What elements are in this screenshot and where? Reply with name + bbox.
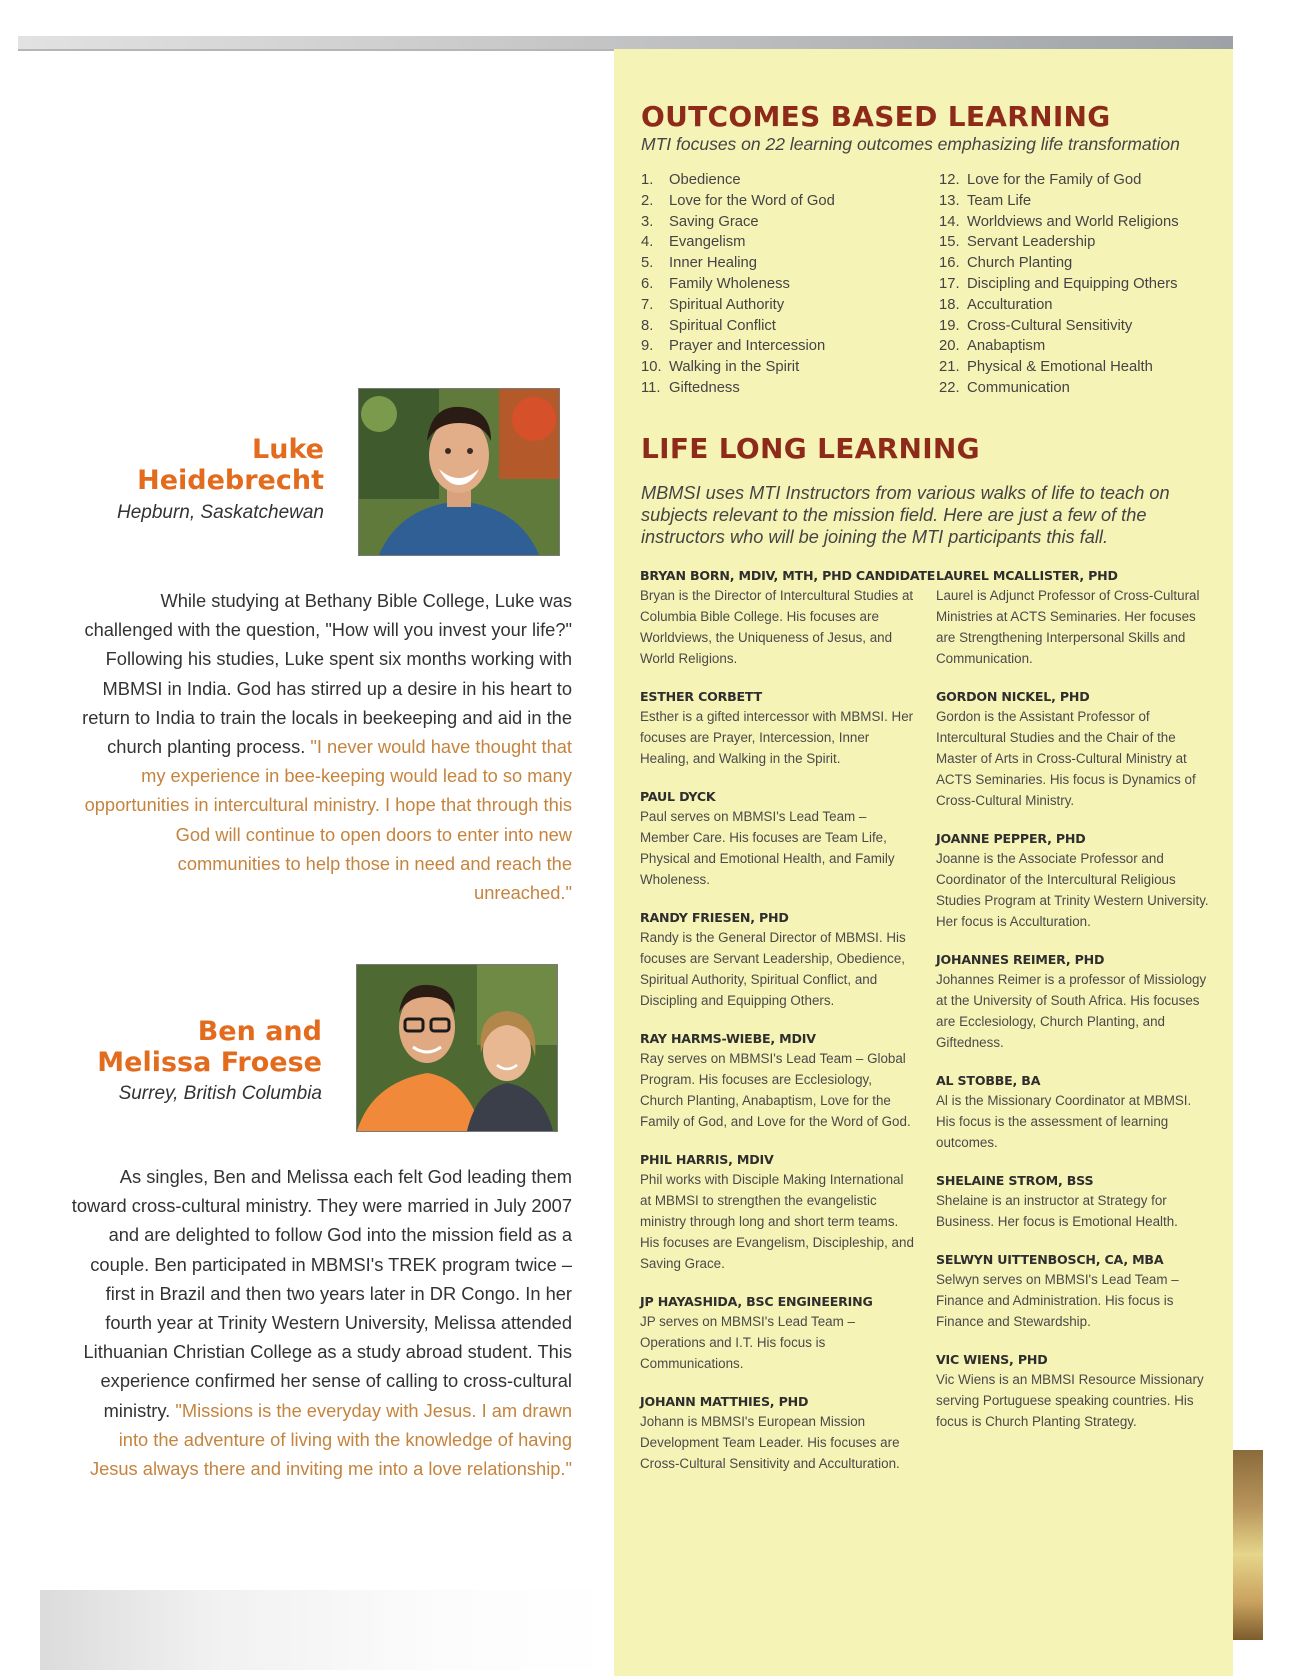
luke-photo — [358, 388, 560, 556]
outcome-item — [939, 191, 1179, 212]
outcome-label: Servant Leadership — [967, 234, 1096, 251]
outcome-item — [641, 357, 835, 378]
outcome-label: Physical & Emotional Health — [967, 359, 1153, 376]
instructor-name: LAUREL MCALLISTER, PHD — [936, 568, 1118, 583]
outcome-item — [641, 316, 835, 337]
outcome-item — [641, 253, 835, 274]
instructor-entry — [936, 1351, 1211, 1432]
outcome-number: 22. — [939, 379, 960, 396]
outcome-label: Walking in the Spirit — [669, 359, 800, 376]
top-rule — [18, 36, 1233, 49]
outcome-number: 10. — [641, 359, 662, 376]
instructor-description: Selwyn serves on MBMSI's Lead Team – Finance and Administration. His focus is Finance and Stewardship. — [936, 1272, 1179, 1329]
outcome-item — [641, 191, 835, 212]
instructors-column-right — [936, 567, 1211, 1451]
instructor-name: JP HAYASHIDA, BSC ENGINEERING — [640, 1294, 873, 1309]
instructor-description: Johannes Reimer is a professor of Missiology at the University of South Africa. His focuses are Ecclesiology, Church Planting, and Giftedness. — [936, 972, 1207, 1050]
instructor-description: Esther is a gifted intercessor with MBMSI. Her focuses are Prayer, Intercession, Inner Healing, and Walking in the Spirit. — [640, 709, 914, 766]
instructor-name: GORDON NICKEL, PHD — [936, 689, 1090, 704]
outcome-number: 4. — [641, 234, 654, 251]
outcome-item — [641, 232, 835, 253]
outcome-number: 3. — [641, 213, 654, 230]
instructor-entry — [640, 909, 915, 1011]
story-luke — [78, 586, 572, 907]
outcome-item — [641, 336, 835, 357]
outcome-number: 2. — [641, 192, 654, 209]
lifelong-title: LIFE LONG LEARNING — [641, 432, 980, 465]
outcome-number: 21. — [939, 359, 960, 376]
bottom-decorative-texture — [40, 1590, 620, 1670]
instructor-description: Randy is the General Director of MBMSI. His focuses are Servant Leadership, Obedience, Spiritual Authority, Spiritual Conflict, and Discipling and Equipping Others. — [640, 930, 906, 1008]
story-froese — [70, 1162, 572, 1483]
instructor-name: JOHANNES REIMER, PHD — [936, 952, 1105, 967]
lifelong-intro: MBMSI uses MTI Instructors from various walks of life to teach on subjects relevant to the mission field. Here are just a few of the instructors who will be joining the MTI participants this fall. — [641, 483, 1170, 547]
instructor-name: JOANNE PEPPER, PHD — [936, 831, 1086, 846]
outcome-label: Worldviews and World Religions — [967, 213, 1179, 230]
outcome-number: 14. — [939, 213, 960, 230]
instructor-name: SHELAINE STROM, BSS — [936, 1173, 1094, 1188]
instructor-name: AL STOBBE, BA — [936, 1073, 1041, 1088]
froese-photo — [356, 964, 558, 1132]
outcome-label: Obedience — [669, 172, 741, 188]
outcome-number: 9. — [641, 338, 654, 355]
instructor-entry — [640, 567, 936, 669]
profile-location-luke: Hepburn, Saskatchewan — [116, 502, 324, 523]
profile-name-froese — [80, 1016, 322, 1078]
instructor-entry — [936, 830, 1211, 932]
outcome-number: 8. — [641, 317, 654, 334]
instructor-name: BRYAN BORN, MDIV, MTH, PHD CANDIDATE — [640, 568, 936, 583]
outcome-number: 13. — [939, 192, 960, 209]
outcome-item — [641, 295, 835, 316]
instructor-entry — [936, 951, 1211, 1053]
outcome-label: Discipling and Equipping Others — [967, 275, 1178, 292]
instructor-name: JOHANN MATTHIES, PHD — [640, 1394, 809, 1409]
instructor-entry — [640, 788, 915, 890]
outcome-label: Communication — [967, 379, 1070, 396]
outcome-number: 16. — [939, 255, 960, 272]
outcome-label: Inner Healing — [669, 255, 758, 272]
instructor-entry — [640, 1151, 915, 1274]
outcome-item — [641, 212, 835, 233]
outcome-number: 20. — [939, 338, 960, 355]
story-text: While studying at Bethany Bible College, Luke was challenged with the question, "How will you invest your life?" Following his studies, Luke spent six months working with MBMSI in India. God has stirred up a desire in his heart to return to India to train the locals in beekeeping and aid in the church planting process. — [82, 590, 572, 758]
instructor-name: RANDY FRIESEN, PHD — [640, 910, 789, 925]
instructor-description: Gordon is the Assistant Professor of Intercultural Studies and the Chair of the Master of Arts in Cross-Cultural Ministry at ACTS Seminaries. His focus is Dynamics of Cross-Cultural Ministry. — [936, 709, 1196, 808]
outcome-item — [939, 212, 1179, 233]
instructor-name: SELWYN UITTENBOSCH, CA, MBA — [936, 1252, 1164, 1267]
outcome-number: 19. — [939, 317, 960, 334]
outcomes-list-left — [641, 170, 835, 399]
instructor-name: VIC WIENS, PHD — [936, 1352, 1048, 1367]
outcome-item — [939, 170, 1179, 191]
outcome-label: Cross-Cultural Sensitivity — [967, 317, 1133, 334]
story-quote: "I never would have thought that my experience in bee-keeping would lead to so many opportunities in intercultural ministry. I hope that through this God will continue to open doors to enter into new communities to help those in need and reach the unreached." — [84, 736, 572, 904]
instructor-description: Al is the Missionary Coordinator at MBMSI. His focus is the assessment of learning outcomes. — [936, 1093, 1192, 1150]
instructor-entry — [640, 1030, 915, 1132]
profile-name-line1: Ben and — [197, 1016, 322, 1047]
instructor-description: Joanne is the Associate Professor and Coordinator of the Intercultural Religious Studies Program at Trinity Western University. Her focus is Acculturation. — [936, 851, 1209, 929]
outcome-label: Team Life — [967, 192, 1032, 209]
outcome-label: Saving Grace — [669, 213, 759, 230]
outcome-item — [939, 253, 1179, 274]
outcome-label: Love for the Family of God — [967, 172, 1142, 188]
outcome-label: Family Wholeness — [669, 275, 790, 292]
instructor-description: JP serves on MBMSI's Lead Team – Operations and I.T. His focus is Communications. — [640, 1314, 855, 1371]
outcome-item — [939, 378, 1179, 399]
outcome-number: 6. — [641, 275, 654, 292]
instructor-name: RAY HARMS-WIEBE, MDIV — [640, 1031, 816, 1046]
instructor-entry — [640, 1393, 915, 1474]
page-edge-image-strip — [1233, 1450, 1263, 1640]
instructor-description: Ray serves on MBMSI's Lead Team – Global Program. His focuses are Ecclesiology, Church Planting, Anabaptism, Love for the Family of God, and Love for the Word of God. — [640, 1051, 911, 1129]
instructor-description: Laurel is Adjunct Professor of Cross-Cultural Ministries at ACTS Seminaries. Her focuses are Strengthening Interpersonal Skills and Communication. — [936, 588, 1200, 666]
outcome-label: Love for the Word of God — [669, 192, 835, 209]
outcome-number: 5. — [641, 255, 654, 272]
instructor-name: ESTHER CORBETT — [640, 689, 763, 704]
luke-portrait-illustration — [359, 389, 559, 555]
profile-name-line1: Luke — [252, 434, 324, 465]
froese-portrait-illustration — [357, 965, 557, 1131]
outcome-number: 17. — [939, 275, 960, 292]
instructor-name: PHIL HARRIS, MDIV — [640, 1152, 774, 1167]
outcomes-subtitle: MTI focuses on 22 learning outcomes emphasizing life transformation — [641, 134, 1180, 154]
outcome-item — [939, 336, 1179, 357]
outcome-label: Spiritual Conflict — [669, 317, 776, 334]
outcome-item — [939, 274, 1179, 295]
instructor-description: Vic Wiens is an MBMSI Resource Missionary serving Portuguese speaking countries. His focus is Church Planting Strategy. — [936, 1372, 1204, 1429]
instructor-description: Paul serves on MBMSI's Lead Team – Member Care. His focuses are Team Life, Physical and Emotional Health, and Family Wholeness. — [640, 809, 895, 887]
instructor-entry — [640, 1293, 915, 1374]
instructor-description: Shelaine is an instructor at Strategy for Business. Her focus is Emotional Health. — [936, 1193, 1178, 1229]
instructor-entry — [936, 1251, 1211, 1332]
outcome-number: 7. — [641, 296, 654, 313]
profile-name-luke — [100, 434, 324, 496]
outcome-item — [641, 274, 835, 295]
instructor-entry — [936, 567, 1211, 669]
outcomes-list-right — [939, 170, 1179, 399]
instructor-description: Bryan is the Director of Intercultural Studies at Columbia Bible College. His focuses are Worldviews, the Uniqueness of Jesus, and World Religions. — [640, 588, 914, 666]
outcome-number: 12. — [939, 172, 960, 188]
instructor-name: PAUL DYCK — [640, 789, 716, 804]
instructor-description: Johann is MBMSI's European Mission Development Team Leader. His focuses are Cross-Cultural Sensitivity and Acculturation. — [640, 1414, 900, 1471]
instructor-entry — [936, 1172, 1211, 1232]
outcome-number: 11. — [641, 379, 661, 396]
profile-name-line2: Heidebrecht — [137, 465, 324, 496]
outcomes-title: OUTCOMES BASED LEARNING — [641, 100, 1111, 133]
instructor-entry — [640, 688, 915, 769]
instructor-entry — [936, 688, 1211, 811]
outcome-number: 15. — [939, 234, 960, 251]
instructors-column-left — [640, 567, 936, 1493]
outcome-number: 1. — [641, 172, 654, 188]
outcome-item — [641, 378, 835, 399]
outcome-label: Giftedness — [669, 379, 740, 396]
outcome-number: 18. — [939, 296, 960, 313]
outcome-item — [939, 357, 1179, 378]
outcome-label: Spiritual Authority — [669, 296, 785, 313]
outcome-item — [641, 170, 835, 191]
outcome-label: Evangelism — [669, 234, 746, 251]
outcome-item — [939, 316, 1179, 337]
story-text: As singles, Ben and Melissa each felt God leading them toward cross-cultural ministry. They were married in July 2007 and are delighted to follow God into the mission field as a couple. Ben participated in MBMSI's TREK program twice – first in Brazil and then two years later in DR Congo. In her fourth year at Trinity Western University, Melissa attended Lithuanian Christian College as a study abroad student. This experience confirmed her sense of calling to cross-cultural ministry. — [71, 1166, 572, 1421]
profile-location-froese: Surrey, British Columbia — [118, 1083, 322, 1104]
outcome-item — [939, 295, 1179, 316]
outcome-label: Prayer and Intercession — [669, 338, 826, 355]
outcome-label: Acculturation — [967, 296, 1053, 313]
story-quote: "Missions is the everyday with Jesus. I am drawn into the adventure of living with the knowledge of having Jesus always there and inviting me into a love relationship." — [89, 1399, 572, 1480]
outcome-label: Church Planting — [967, 255, 1073, 272]
outcome-item — [939, 232, 1179, 253]
instructor-entry — [936, 1072, 1211, 1153]
profile-name-line2: Melissa Froese — [97, 1047, 322, 1078]
instructor-description: Phil works with Disciple Making International at MBMSI to strengthen the evangelistic ministry through long and short term teams. His focuses are Evangelism, Discipleship, and Saving Grace. — [640, 1172, 914, 1271]
outcome-label: Anabaptism — [967, 338, 1046, 355]
